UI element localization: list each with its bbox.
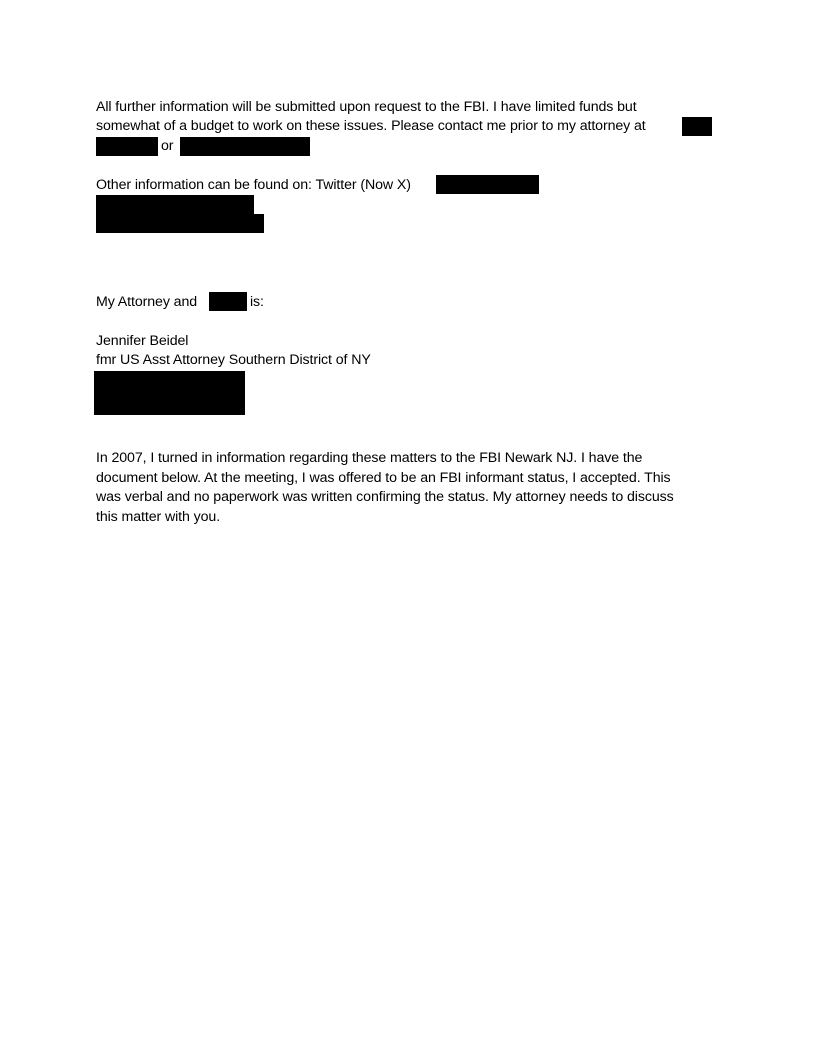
redaction-block-attorney-contact-3 bbox=[180, 137, 310, 156]
attorney-title: fmr US Asst Attorney Southern District of NY bbox=[96, 352, 371, 368]
redaction-block-attorney-address bbox=[94, 371, 245, 415]
paragraph-2-line-4: this matter with you. bbox=[96, 509, 221, 525]
paragraph-1-or-text: or bbox=[161, 138, 174, 154]
redaction-block-other-info-2 bbox=[96, 214, 264, 233]
paragraph-2-line-2: document below. At the meeting, I was offered to be an FBI informant status, I accepted. This bbox=[96, 470, 671, 486]
redaction-block-twitter-handle bbox=[436, 175, 539, 194]
attorney-intro-suffix: is: bbox=[250, 294, 264, 310]
other-info-line: Other information can be found on: Twitter (Now X) bbox=[96, 177, 411, 193]
paragraph-1-line-2: somewhat of a budget to work on these issues. Please contact me prior to my attorney at bbox=[96, 118, 646, 134]
redaction-block-attorney-contact-2 bbox=[96, 137, 158, 156]
attorney-intro-prefix: My Attorney and bbox=[96, 294, 198, 310]
paragraph-1-line-1: All further information will be submitted upon request to the FBI. I have limited funds but bbox=[96, 99, 637, 115]
attorney-name: Jennifer Beidel bbox=[96, 333, 189, 349]
paragraph-2-line-1: In 2007, I turned in information regarding these matters to the FBI Newark NJ. I have the bbox=[96, 450, 643, 466]
paragraph-2-line-3: was verbal and no paperwork was written confirming the status. My attorney needs to discuss bbox=[96, 489, 674, 505]
redaction-block-other-info-1 bbox=[96, 195, 254, 214]
redaction-block-attorney-contact-1 bbox=[682, 117, 712, 136]
redaction-block-attorney-role bbox=[209, 292, 247, 311]
